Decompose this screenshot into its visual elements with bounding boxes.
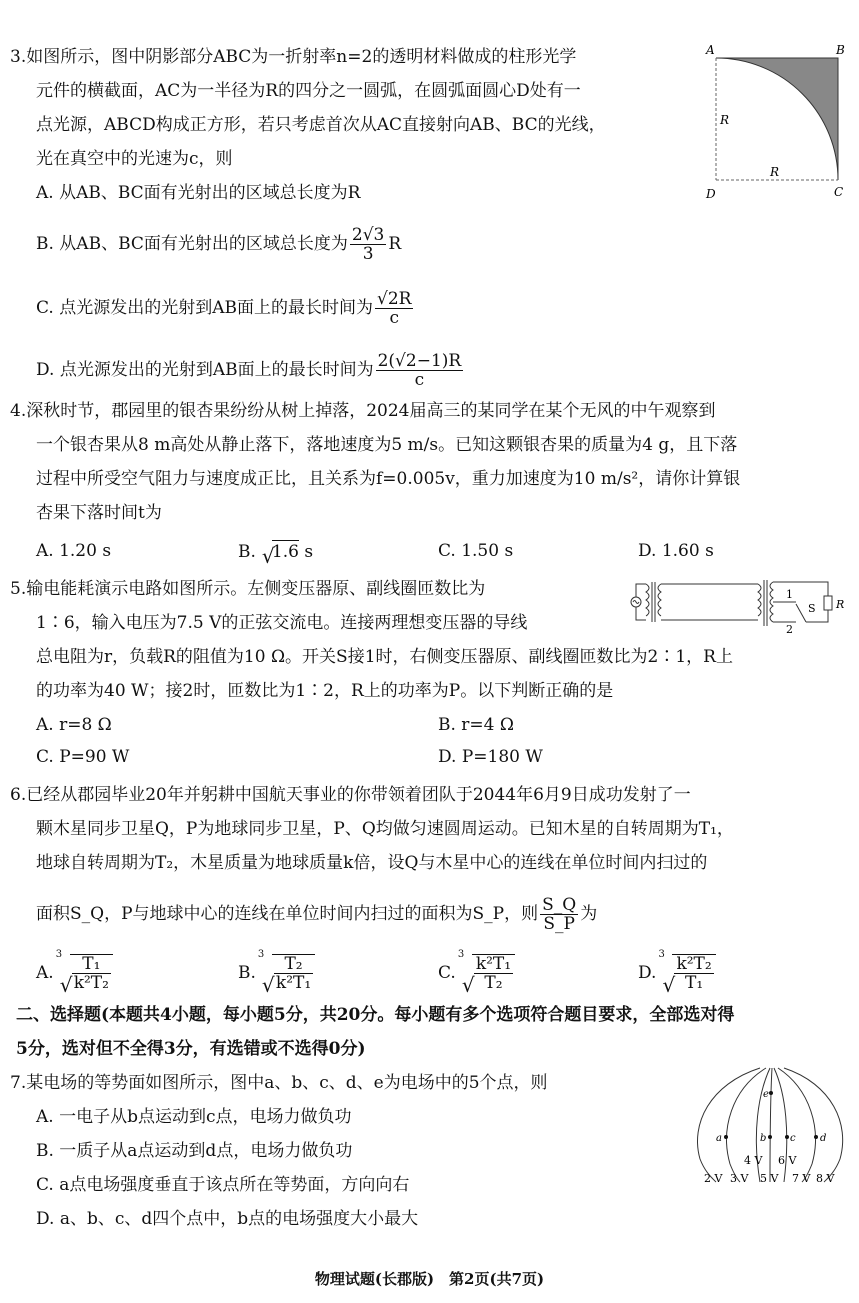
q7-surface-5v: [770, 1068, 772, 1182]
q7-option-d: D. a、b、c、d四个点中，b点的电场强度大小最大: [36, 1209, 419, 1229]
q5-right-secondary-coil: [770, 582, 773, 622]
q5-line-2: 1∶6，输入电压为7.5 V的正弦交流电。连接两理想变压器的导线: [36, 613, 528, 633]
q4-option-c: C. 1.50 s: [438, 541, 514, 561]
q7-point-b: [768, 1135, 772, 1139]
q3-label-c: C: [834, 185, 844, 199]
q6-option-a-fraction: [72, 955, 111, 992]
q5-option-d: D. P=180 W: [438, 747, 543, 767]
q7-option-a: A. 一电子从b点运动到c点，电场力做负功: [36, 1107, 352, 1127]
q6-option-b-root-sign: √: [261, 973, 275, 997]
q5-line-1: 5.输电能耗演示电路如图所示。左侧变压器原、副线圈匝数比为: [10, 579, 486, 599]
q3-option-b-denominator: 3: [362, 244, 374, 264]
q6-option-c-root-index: 3: [457, 949, 465, 960]
q3-label-d: D: [706, 187, 716, 201]
q6-option-d-root: [656, 949, 715, 997]
q6-option-a-root-sign: √: [59, 973, 73, 997]
q3-label-b: B: [836, 43, 845, 57]
q6-option-d-fraction: [674, 955, 713, 992]
q3-option-d-denominator: c: [414, 370, 425, 390]
q6-option-c-denominator: T₂: [484, 973, 503, 993]
q7-point-d: [814, 1135, 818, 1139]
q3-option-b-fraction: [350, 226, 386, 263]
q6-line-3: 地球自转周期为T₂，木星质量为地球质量k倍，设Q与木星中心的连线在单位时间内扫过的: [36, 853, 708, 873]
q6-option-a-label: A.: [36, 963, 54, 983]
q4-line-1: 4.深秋时节，郡园里的银杏果纷纷从树上掉落，2024届高三的某同学在某个无风的中午观察到: [10, 401, 716, 421]
q5-ac-symbol: [633, 601, 639, 604]
q3-option-c: [36, 290, 415, 327]
q4-line-3: 过程中所受空气阻力与速度成正比，且关系为f=0.005v，重力加速度为10 m/s²，请你计算银: [36, 469, 741, 489]
q7-label-3v: 3 V: [730, 1172, 749, 1185]
q6-option-d-numerator: k²T₂: [676, 954, 712, 974]
q4-option-d: D. 1.60 s: [638, 541, 714, 561]
q6-option-c-root: [456, 949, 515, 997]
q4-option-b-unit: s: [298, 542, 314, 562]
q6-area-ratio-numerator: S_Q: [542, 895, 577, 915]
q6-option-c-numerator: k²T₁: [475, 954, 512, 974]
q7-line-1: 7.某电场的等势面如图所示，图中a、b、c、d、e为电场中的5个点，则: [10, 1073, 548, 1093]
q5-label-tap-1: 1: [786, 588, 793, 601]
q5-load-resistor: [824, 596, 832, 610]
q7-option-c: C. a点电场强度垂直于该点所在等势面，方向向右: [36, 1175, 410, 1195]
q3-option-b-text: B. 从AB、BC面有光射出的区域总长度为: [36, 234, 348, 254]
q5-option-b: B. r=4 Ω: [438, 715, 514, 735]
q3-option-c-numerator: √2R: [376, 289, 412, 309]
q6-option-c-fraction: [474, 955, 513, 992]
q4-line-4: 杏果下落时间t为: [36, 503, 162, 523]
q6-line-4: [36, 896, 597, 933]
q7-label-5v: 5 V: [760, 1172, 779, 1185]
q7-label-7v: 7 V: [792, 1172, 811, 1185]
q5-switch-blade: [796, 604, 806, 622]
q4-option-b-label: B.: [238, 542, 256, 562]
q6-option-b-root: [256, 949, 315, 997]
q6-area-ratio: [540, 896, 578, 933]
q5-line-4: 的功率为40 W；接2时，匝数比为1∶2，R上的功率为P。以下判断正确的是: [36, 681, 614, 701]
q6-option-b-label: B.: [238, 963, 256, 983]
q6-option-a-denominator: k²T₂: [73, 973, 109, 993]
page-footer: 物理试题(长郡版) 第2页(共7页): [314, 1270, 545, 1288]
q6-option-b: [238, 949, 315, 997]
q6-option-c: [438, 949, 515, 997]
q6-line-1: 6.已经从郡园毕业20年并躬耕中国航天事业的你带领着团队于2044年6月9日成功发射了一: [10, 785, 691, 805]
q6-line-4-suffix: 为: [580, 904, 598, 924]
q5-label-switch: S: [808, 602, 816, 615]
q4-option-b-root-sign: √: [261, 544, 275, 568]
q3-line-3: 点光源，ABCD构成正方形，若只考虑首次从AC直接射向AB、BC的光线，: [36, 115, 606, 135]
q4-option-b-radicand: 1.6: [271, 542, 299, 562]
q3-line-1: 3.如图所示，图中阴影部分ABC为一折射率n=2的透明材料做成的柱形光学: [10, 47, 577, 67]
section-2-heading: 二、选择题(本题共4小题，每小题5分，共20分。每小题有多个选项符合题目要求，全部选对得: [16, 1005, 735, 1025]
q3-option-d-text: D. 点光源发出的光射到AB面上的最长时间为: [36, 360, 374, 380]
q6-option-a-root-index: 3: [55, 949, 63, 960]
q3-option-d-fraction: [376, 352, 464, 389]
q5-option-a: A. r=8 Ω: [36, 715, 112, 735]
q7-label-8v: 8 V: [816, 1172, 835, 1185]
q3-line-4: 光在真空中的光速为c，则: [36, 149, 233, 169]
q6-option-a-root: [54, 949, 113, 997]
q4-option-b-root: [256, 540, 299, 568]
q6-option-a: [36, 949, 113, 997]
q5-right-primary-coil: [758, 584, 761, 616]
q4-option-a: A. 1.20 s: [36, 541, 112, 561]
q5-option-c: C. P=90 W: [36, 747, 130, 767]
q3-option-c-denominator: c: [389, 308, 399, 328]
q6-option-c-root-sign: √: [461, 973, 475, 997]
q3-label-radius-bottom: R: [770, 165, 780, 179]
q3-line-2: 元件的横截面，AC为一半径为R的四分之一圆弧，在圆弧面圆心D处有一: [36, 81, 581, 101]
q7-label-c: c: [790, 1133, 796, 1144]
q7-point-e: [769, 1091, 773, 1095]
q4-line-2: 一个银杏果从8 m高处从静止落下，落地速度为5 m/s。已知这颗银杏果的质量为4 g，且下落: [36, 435, 738, 455]
q3-label-a: A: [706, 43, 715, 57]
q3-option-b: [36, 226, 401, 263]
q7-option-b: B. 一质子从a点运动到d点，电场力做负功: [36, 1141, 353, 1161]
q7-figure-equipotential-surfaces: [690, 1064, 850, 1194]
q3-option-d-numerator: 2(√2−1)R: [377, 351, 462, 371]
q3-option-a: A. 从AB、BC面有光射出的区域总长度为R: [36, 183, 361, 203]
q7-point-c: [785, 1135, 789, 1139]
q3-shaded-region: [716, 58, 838, 180]
q3-option-c-fraction: [375, 290, 413, 327]
q5-load-wire-top: [773, 582, 828, 596]
q6-option-b-numerator: T₂: [274, 955, 313, 974]
q7-label-e: e: [763, 1089, 769, 1100]
q6-option-d-denominator: T₁: [685, 973, 704, 993]
q3-figure-quarter-circle: [700, 38, 850, 203]
q5-label-tap-2: 2: [786, 623, 793, 634]
q7-label-a: a: [716, 1133, 722, 1144]
q3-option-b-suffix: R: [388, 234, 402, 254]
section-2-instructions: 5分，选对但不全得3分，有选错或不选得0分): [16, 1039, 366, 1059]
q7-label-6v: 6 V: [778, 1154, 797, 1167]
q6-option-b-root-index: 3: [257, 949, 265, 960]
q6-option-d-root-sign: √: [662, 973, 676, 997]
q5-left-secondary-coil: [658, 584, 661, 616]
q5-left-primary-coil: [646, 584, 649, 616]
q7-point-a: [724, 1135, 728, 1139]
q4-option-b: [238, 540, 314, 568]
q3-label-radius-left: R: [720, 113, 730, 127]
q6-option-d: [638, 949, 716, 997]
q7-label-2v: 2 V: [704, 1172, 723, 1185]
q6-option-b-denominator: k²T₁: [275, 973, 312, 993]
q7-label-4v: 4 V: [744, 1154, 763, 1167]
q3-option-c-text: C. 点光源发出的光射到AB面上的最长时间为: [36, 298, 373, 318]
q5-label-load: R: [836, 598, 845, 611]
q6-option-a-numerator: T₁: [72, 955, 111, 974]
q5-source-wire-top: [636, 584, 646, 597]
q6-option-b-fraction: [274, 955, 313, 992]
q3-option-b-numerator: 2√3: [351, 225, 385, 245]
q5-figure-transformer-circuit: [628, 572, 850, 634]
q7-label-d: d: [820, 1133, 827, 1144]
q6-option-d-label: D.: [638, 963, 657, 983]
q6-option-d-root-index: 3: [658, 949, 665, 960]
q5-line-3: 总电阻为r，负载R的阻值为10 Ω。开关S接1时，右侧变压器原、副线圈匝数比为2∶1，R上: [36, 647, 733, 667]
q6-option-c-label: C.: [438, 963, 456, 983]
q6-line-2: 颗木星同步卫星Q，P为地球同步卫星，P、Q均做匀速圆周运动。已知木星的自转周期为T₁，: [36, 819, 734, 839]
q5-source-wire-bottom: [636, 607, 646, 620]
q6-area-ratio-denominator: S_P: [543, 914, 575, 934]
q6-line-4-text: 面积S_Q，P与地球中心的连线在单位时间内扫过的面积为S_P，则: [36, 904, 539, 924]
q3-option-d: [36, 352, 465, 389]
q7-label-b: b: [760, 1133, 767, 1144]
